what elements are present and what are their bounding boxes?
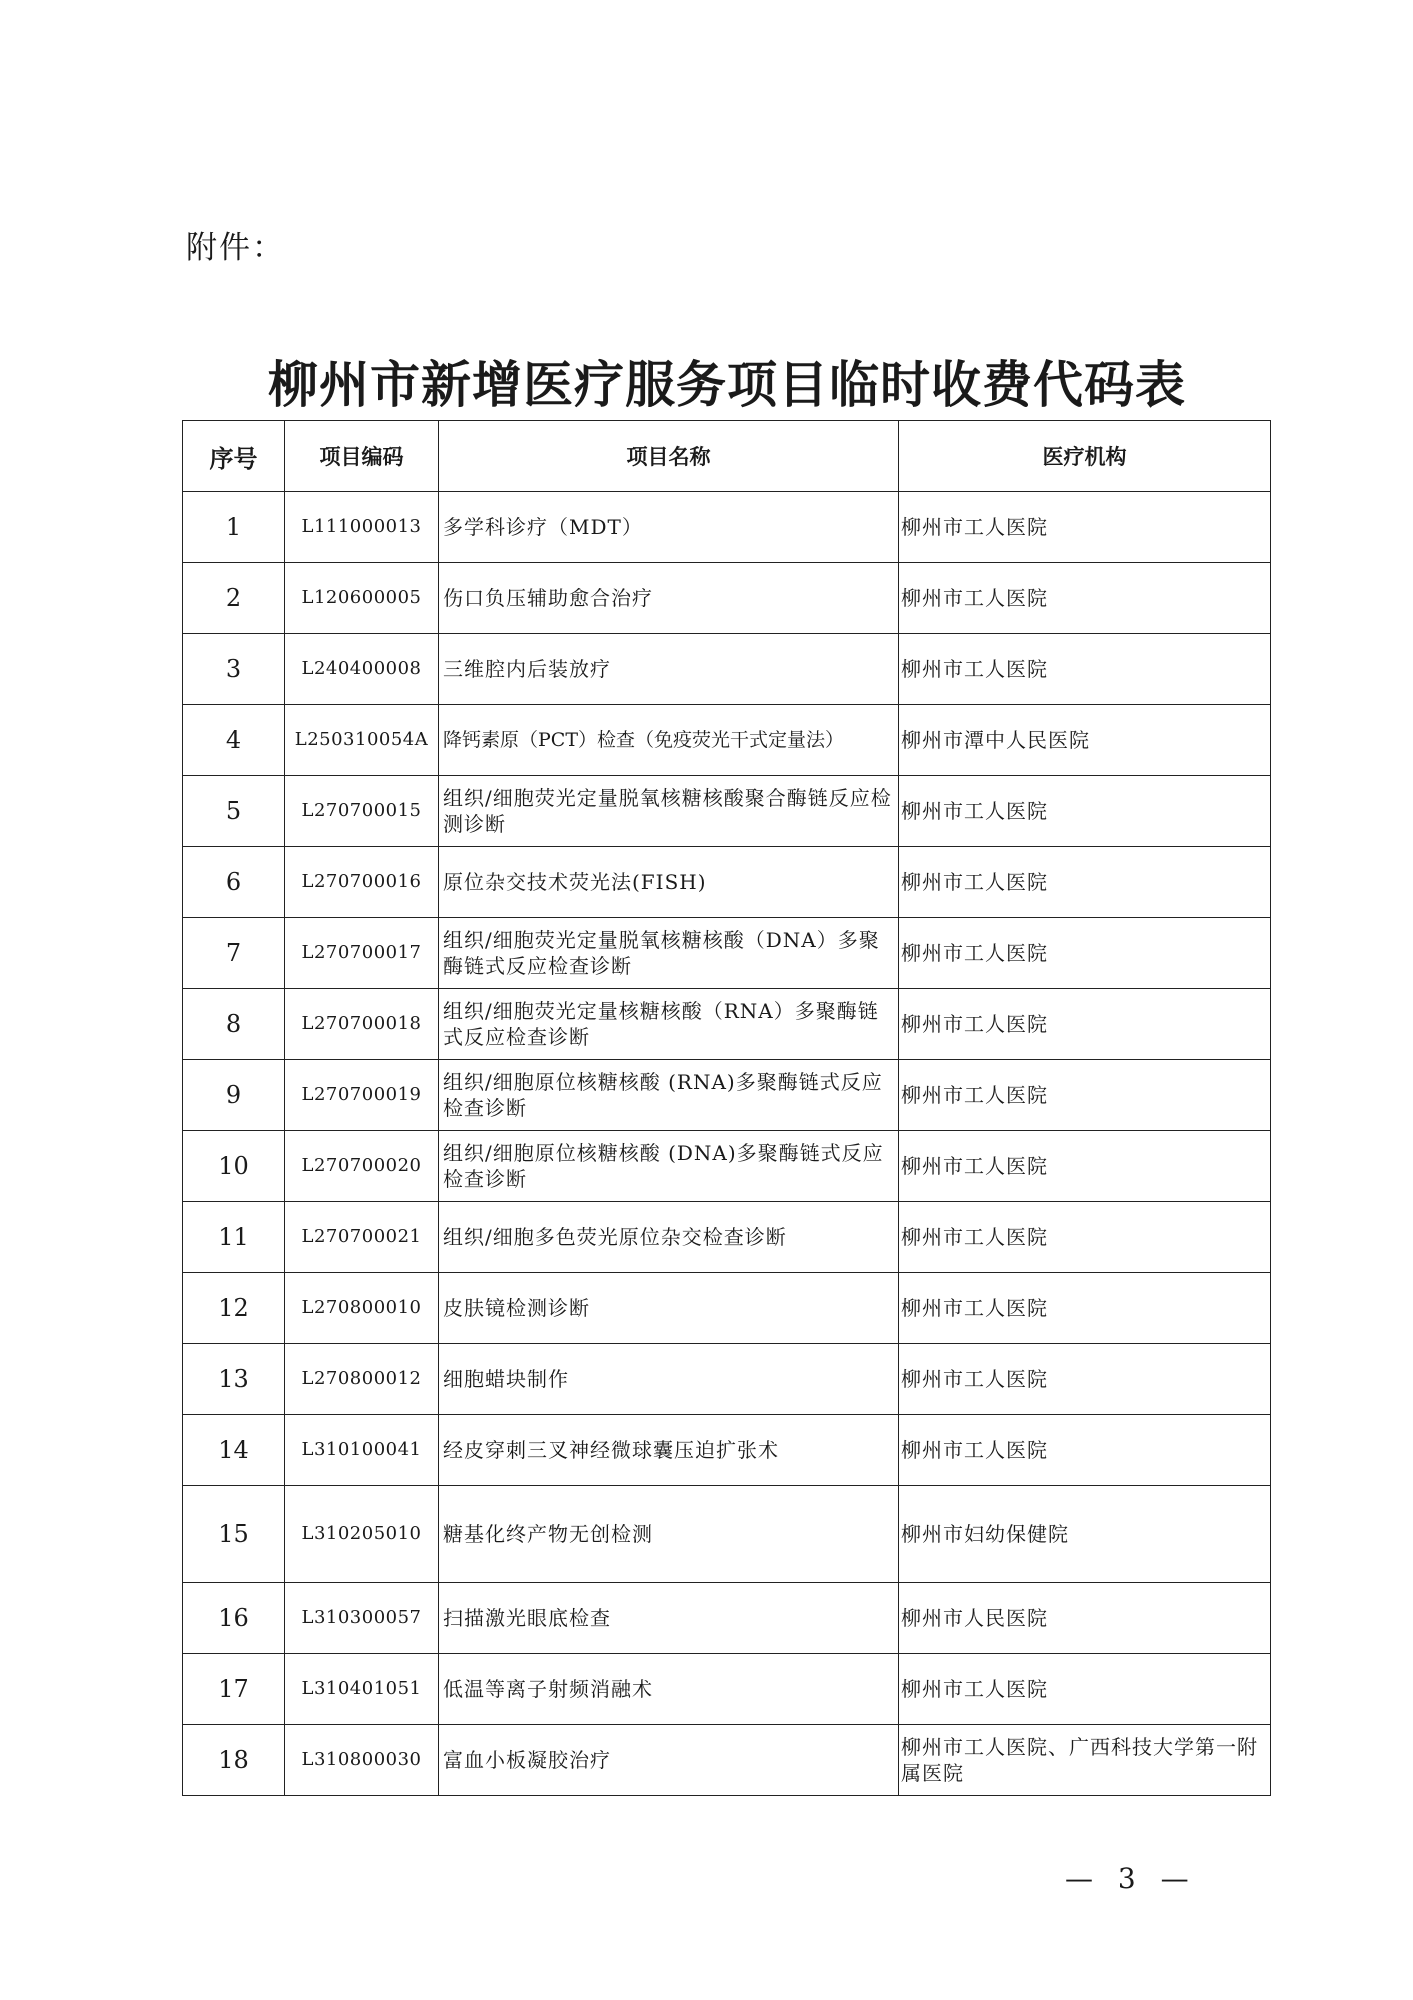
cell-code: L270700016	[285, 847, 439, 918]
cell-seq: 14	[183, 1415, 285, 1486]
cell-code: L310100041	[285, 1415, 439, 1486]
cell-institution: 柳州市工人医院	[899, 918, 1271, 989]
table-row	[183, 705, 1271, 776]
cell-seq: 13	[183, 1344, 285, 1415]
cell-name: 组织/细胞荧光定量核糖核酸（RNA）多聚酶链式反应检查诊断	[439, 989, 899, 1060]
cell-name: 伤口负压辅助愈合治疗	[439, 563, 899, 634]
cell-code: L310800030	[285, 1725, 439, 1796]
cell-seq: 1	[183, 492, 285, 563]
cell-seq: 15	[183, 1486, 285, 1583]
cell-code: L111000013	[285, 492, 439, 563]
cell-seq: 16	[183, 1583, 285, 1654]
table-row	[183, 776, 1271, 847]
cell-seq: 9	[183, 1060, 285, 1131]
table-row	[183, 563, 1271, 634]
cell-seq: 17	[183, 1654, 285, 1725]
cell-code: L270700015	[285, 776, 439, 847]
cell-code: L270700020	[285, 1131, 439, 1202]
table-row	[183, 1060, 1271, 1131]
cell-name: 糖基化终产物无创检测	[439, 1486, 899, 1583]
table-header-row	[183, 421, 1271, 492]
cell-institution: 柳州市工人医院	[899, 634, 1271, 705]
cell-name: 三维腔内后装放疗	[439, 634, 899, 705]
table-row	[183, 847, 1271, 918]
cell-institution: 柳州市工人医院	[899, 1344, 1271, 1415]
table-row	[183, 1202, 1271, 1273]
cell-seq: 12	[183, 1273, 285, 1344]
cell-code: L250310054A	[285, 705, 439, 776]
cell-institution: 柳州市工人医院	[899, 1202, 1271, 1273]
cell-code: L270700017	[285, 918, 439, 989]
cell-seq: 2	[183, 563, 285, 634]
cell-code: L270800012	[285, 1344, 439, 1415]
cell-name: 皮肤镜检测诊断	[439, 1273, 899, 1344]
cell-name: 组织/细胞荧光定量脱氧核糖核酸（DNA）多聚酶链式反应检查诊断	[439, 918, 899, 989]
cell-code: L310300057	[285, 1583, 439, 1654]
cell-seq: 5	[183, 776, 285, 847]
table-row	[183, 1415, 1271, 1486]
table-row	[183, 1486, 1271, 1583]
table-row	[183, 634, 1271, 705]
table-row	[183, 1725, 1271, 1796]
page-number: — 3 —	[1065, 1862, 1197, 1895]
cell-name: 多学科诊疗（MDT）	[439, 492, 899, 563]
fee-code-table	[182, 420, 1271, 1796]
cell-seq: 8	[183, 989, 285, 1060]
table-row	[183, 1654, 1271, 1725]
cell-name: 细胞蜡块制作	[439, 1344, 899, 1415]
cell-code: L270700021	[285, 1202, 439, 1273]
cell-name: 组织/细胞原位核糖核酸 (DNA)多聚酶链式反应检查诊断	[439, 1131, 899, 1202]
cell-institution: 柳州市工人医院	[899, 847, 1271, 918]
table-row	[183, 989, 1271, 1060]
cell-name: 组织/细胞原位核糖核酸 (RNA)多聚酶链式反应检查诊断	[439, 1060, 899, 1131]
cell-institution: 柳州市工人医院	[899, 1273, 1271, 1344]
cell-code: L310401051	[285, 1654, 439, 1725]
cell-institution: 柳州市潭中人民医院	[899, 705, 1271, 776]
cell-seq: 6	[183, 847, 285, 918]
cell-institution: 柳州市工人医院	[899, 1060, 1271, 1131]
cell-name: 降钙素原（PCT）检查（免疫荧光干式定量法）	[439, 705, 899, 776]
cell-seq: 4	[183, 705, 285, 776]
cell-name: 组织/细胞荧光定量脱氧核糖核酸聚合酶链反应检测诊断	[439, 776, 899, 847]
cell-code: L120600005	[285, 563, 439, 634]
cell-seq: 11	[183, 1202, 285, 1273]
header-name: 项目名称	[439, 421, 899, 492]
cell-code: L270700019	[285, 1060, 439, 1131]
table-row	[183, 1583, 1271, 1654]
cell-code: L240400008	[285, 634, 439, 705]
cell-institution: 柳州市妇幼保健院	[899, 1486, 1271, 1583]
cell-code: L270700018	[285, 989, 439, 1060]
header-institution: 医疗机构	[899, 421, 1271, 492]
cell-institution: 柳州市工人医院、广西科技大学第一附属医院	[899, 1725, 1271, 1796]
cell-name: 原位杂交技术荧光法(FISH)	[439, 847, 899, 918]
cell-institution: 柳州市工人医院	[899, 563, 1271, 634]
attachment-label: 附件：	[186, 230, 285, 266]
header-code: 项目编码	[285, 421, 439, 492]
cell-code: L310205010	[285, 1486, 439, 1583]
cell-name: 低温等离子射频消融术	[439, 1654, 899, 1725]
cell-name: 经皮穿刺三叉神经微球囊压迫扩张术	[439, 1415, 899, 1486]
cell-institution: 柳州市工人医院	[899, 1131, 1271, 1202]
table-row	[183, 492, 1271, 563]
header-seq: 序号	[183, 421, 285, 492]
cell-institution: 柳州市工人医院	[899, 1654, 1271, 1725]
cell-institution: 柳州市工人医院	[899, 1415, 1271, 1486]
cell-name: 富血小板凝胶治疗	[439, 1725, 899, 1796]
cell-name: 扫描激光眼底检查	[439, 1583, 899, 1654]
cell-institution: 柳州市工人医院	[899, 989, 1271, 1060]
cell-seq: 10	[183, 1131, 285, 1202]
document-title: 柳州市新增医疗服务项目临时收费代码表	[268, 355, 1186, 414]
cell-seq: 7	[183, 918, 285, 989]
cell-code: L270800010	[285, 1273, 439, 1344]
cell-name: 组织/细胞多色荧光原位杂交检查诊断	[439, 1202, 899, 1273]
table-row	[183, 918, 1271, 989]
table-row	[183, 1273, 1271, 1344]
cell-institution: 柳州市人民医院	[899, 1583, 1271, 1654]
cell-institution: 柳州市工人医院	[899, 492, 1271, 563]
table-row	[183, 1344, 1271, 1415]
cell-seq: 3	[183, 634, 285, 705]
cell-seq: 18	[183, 1725, 285, 1796]
table-row	[183, 1131, 1271, 1202]
cell-institution: 柳州市工人医院	[899, 776, 1271, 847]
